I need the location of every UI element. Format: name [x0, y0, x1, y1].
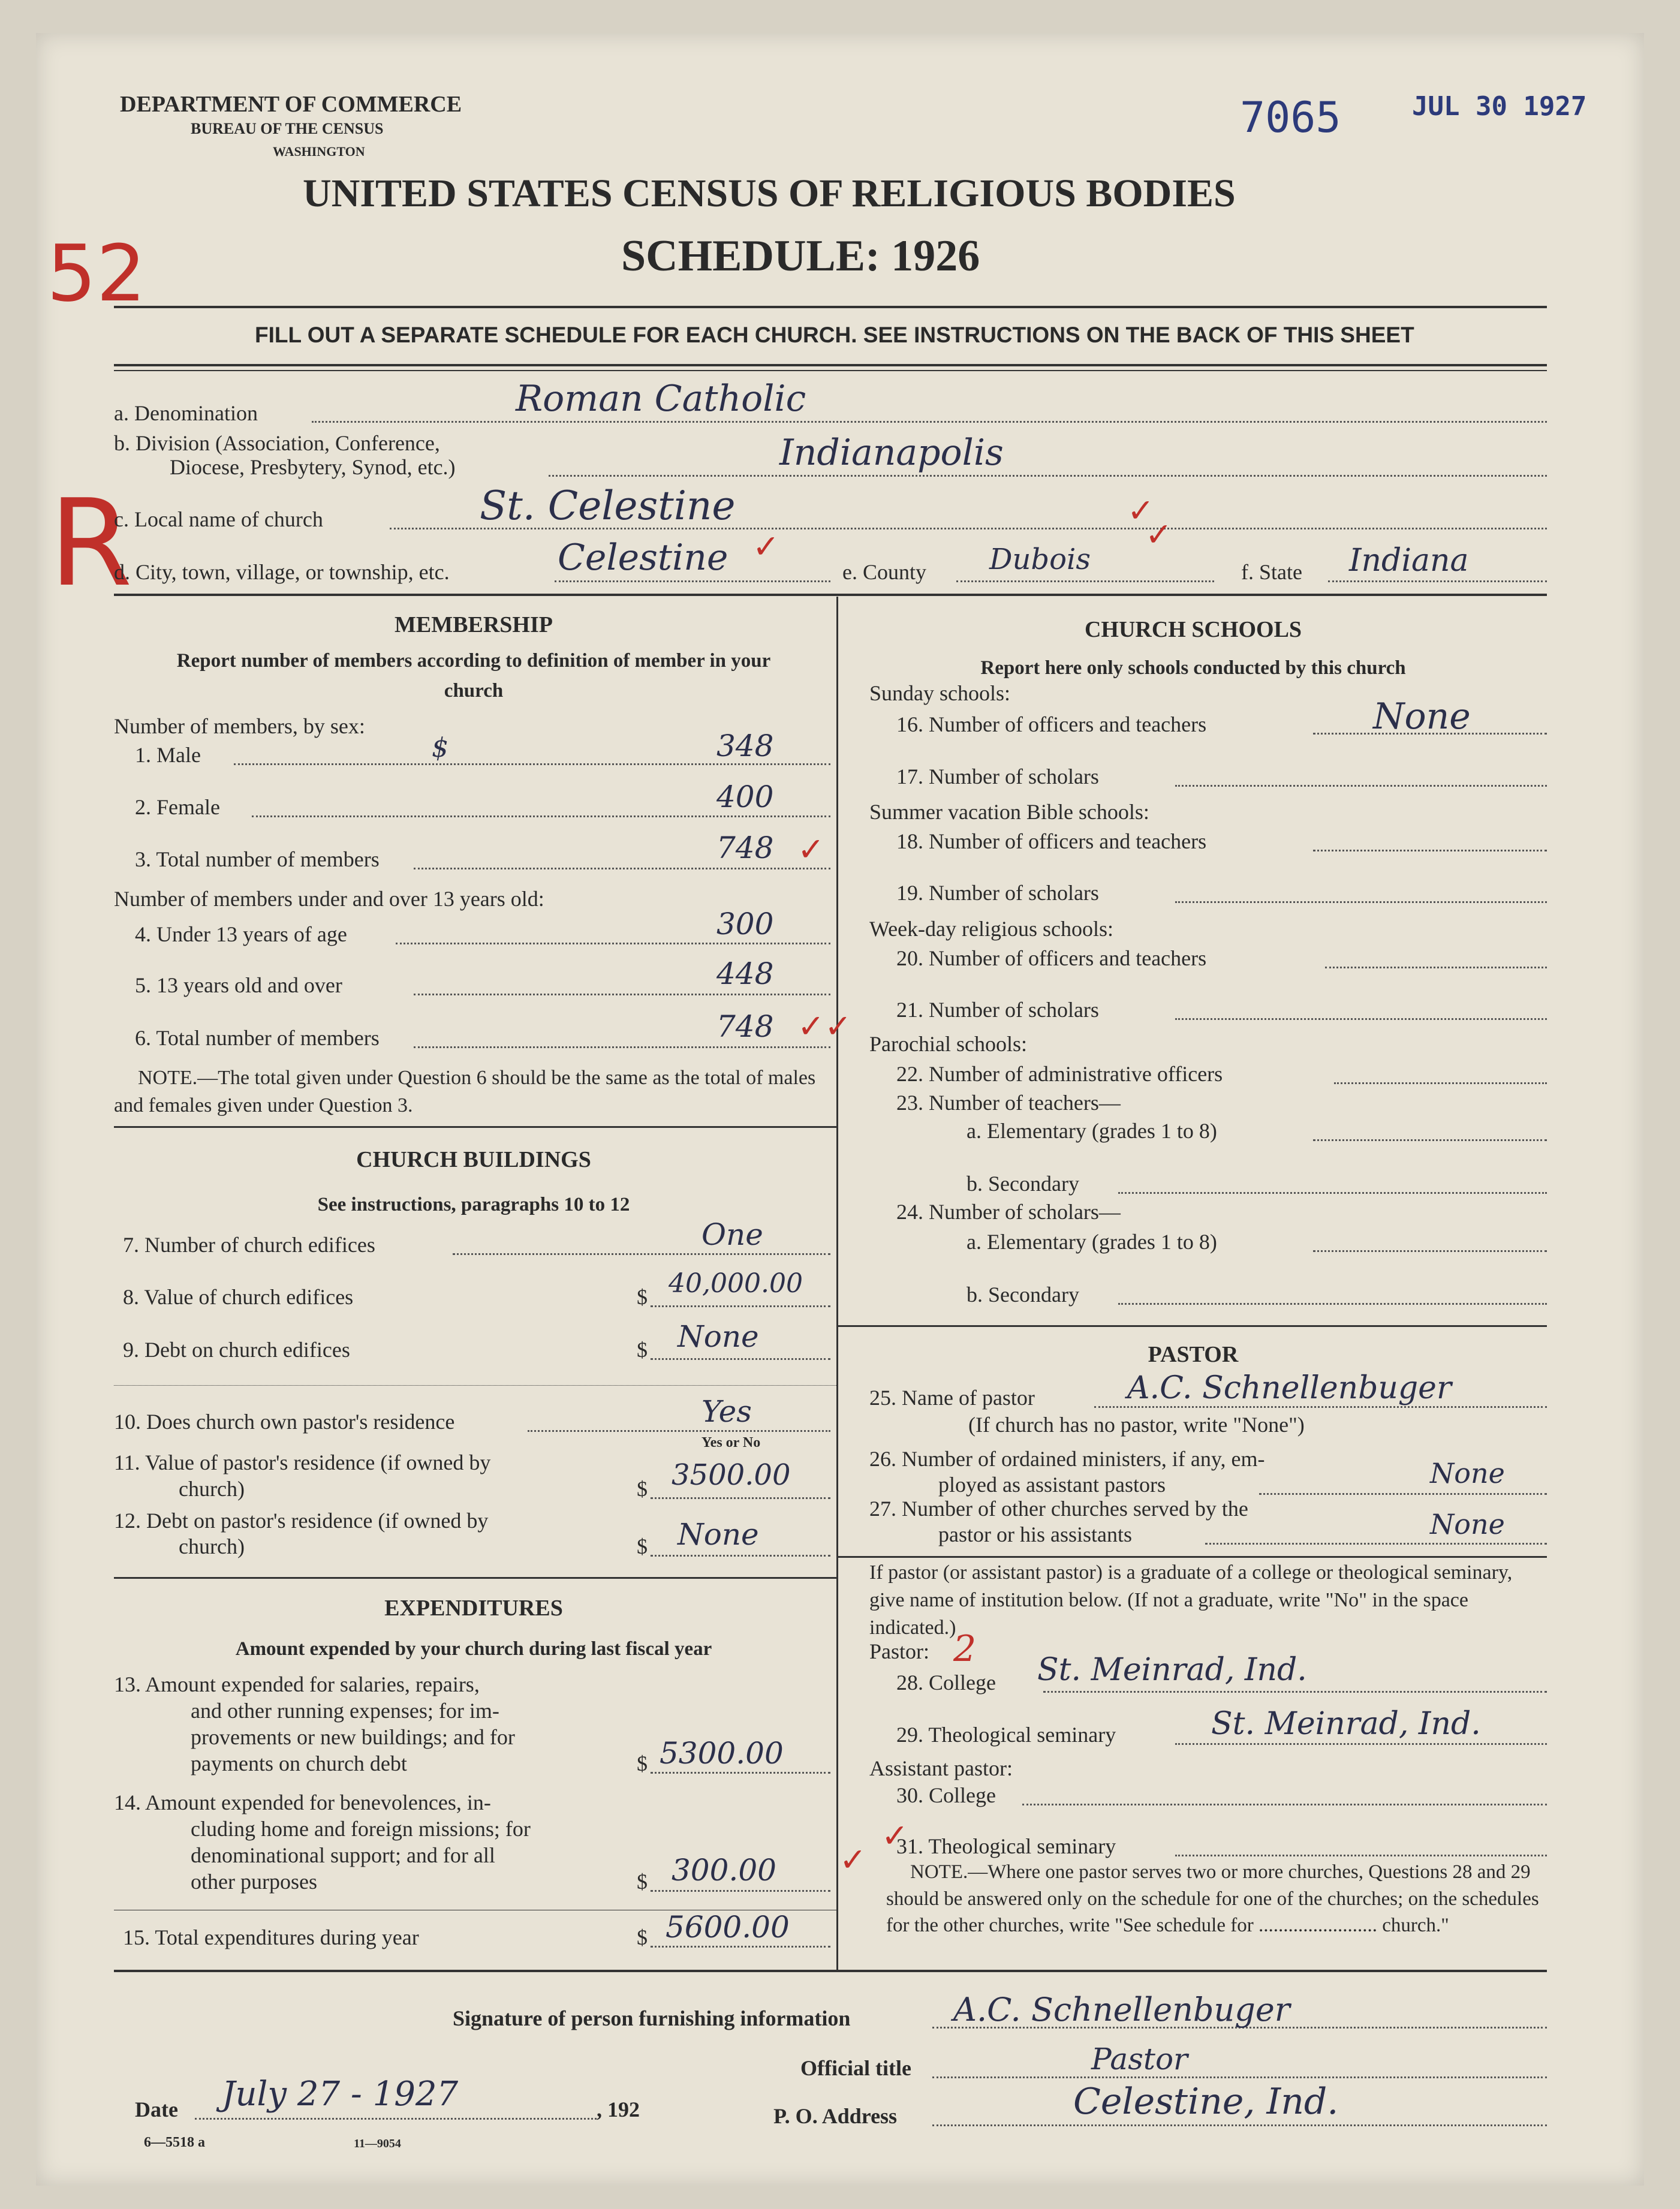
division-value: Indianapolis [779, 432, 1004, 474]
q16-label: 16. Number of officers and teachers [896, 712, 1207, 736]
bureau-label: BUREAU OF THE CENSUS [191, 120, 384, 137]
local-name-value: St. Celestine [480, 483, 736, 529]
sunday-label: Sunday schools: [869, 681, 1011, 705]
q13-label-2: and other running expenses; for im- [191, 1699, 499, 1723]
schools-heading: CHURCH SCHOOLS [1084, 617, 1302, 642]
rule [114, 1385, 836, 1386]
q16-value: None [1373, 696, 1471, 738]
county-label: e. County [842, 560, 926, 584]
q3-value: 748 [716, 830, 774, 865]
q26-label-1: 26. Number of ordained ministers, if any, em- [869, 1447, 1265, 1471]
check-mark: ✓ [1127, 492, 1155, 529]
q14-dollar: $ [637, 1870, 648, 1894]
q29-line [1175, 1743, 1547, 1745]
state-label: f. State [1241, 560, 1302, 584]
q24-label: 24. Number of scholars— [896, 1200, 1121, 1224]
q6-value: 748 [716, 1009, 774, 1044]
graduate-note: If pastor (or assistant pastor) is a graduate of a college or theological seminary, give name of institution below. (If not a graduate, write "No" in the space indicated.) [869, 1561, 1513, 1639]
q3-line [414, 868, 830, 869]
expenditures-subheading: Amount expended by your church during last fiscal year [235, 1638, 712, 1660]
q12-value: None [678, 1517, 759, 1552]
po-address-label: P. O. Address [773, 2104, 898, 2128]
weekday-label: Week-day religious schools: [869, 917, 1114, 941]
q19-line [1175, 901, 1547, 903]
check-mark: ✓ [881, 1817, 909, 1855]
check-mark: ✓ [752, 528, 780, 565]
po-address-line [932, 2124, 1547, 2126]
q15-dollar: $ [637, 1925, 648, 1949]
q18-line [1313, 850, 1547, 851]
q27-line [1205, 1543, 1547, 1545]
q6-line [414, 1046, 830, 1048]
q26-label-2: ployed as assistant pastors [938, 1473, 1166, 1497]
rule [836, 1556, 1547, 1558]
q24b-label: b. Secondary [967, 1283, 1079, 1307]
q1-label: 1. Male [135, 743, 201, 767]
local-name-label: c. Local name of church [114, 507, 323, 531]
margin-number: 52 [47, 228, 146, 319]
form-number: 6—5518 a [144, 2135, 205, 2150]
q25-value: A.C. Schnellenbuger [1127, 1370, 1452, 1406]
buildings-subheading: See instructions, paragraphs 10 to 12 [317, 1194, 630, 1215]
q9-value: None [678, 1319, 759, 1354]
q4-value: 300 [716, 907, 774, 941]
official-title-label: Official title [800, 2056, 911, 2080]
q12-label-1: 12. Debt on pastor's residence (if owned by [114, 1509, 489, 1533]
membership-note: NOTE.—The total given under Question 6 should be the same as the total of males and females given under Question 3. [114, 1067, 816, 1116]
rule [836, 1325, 1547, 1327]
schools-subheading: Report here only schools conducted by this church [980, 657, 1406, 679]
q6-label: 6. Total number of members [135, 1026, 380, 1050]
q11-line [651, 1497, 830, 1499]
q1-value: 348 [716, 729, 774, 763]
q5-value: 448 [716, 956, 774, 991]
signature-label: Signature of person furnishing information [453, 2006, 851, 2030]
q23b-label: b. Secondary [967, 1172, 1079, 1196]
q25-label: 25. Name of pastor [869, 1386, 1035, 1410]
state-line [1328, 580, 1547, 582]
q5-label: 5. 13 years old and over [135, 973, 342, 997]
q22-line [1334, 1082, 1547, 1084]
q23a-label: a. Elementary (grades 1 to 8) [967, 1119, 1217, 1143]
city-value: Celestine [558, 537, 728, 579]
pastor-mark: 2 [953, 1628, 977, 1670]
q17-line [1175, 785, 1547, 787]
city-label: d. City, town, village, or township, etc. [114, 560, 450, 584]
check-mark: ✓ [797, 830, 825, 868]
column-divider [836, 597, 838, 1970]
q28-value: St. Meinrad, Ind. [1037, 1652, 1307, 1688]
denomination-line [312, 421, 1547, 423]
q30-label: 30. College [896, 1783, 996, 1807]
rule [114, 1126, 836, 1128]
signature-value: A.C. Schnellenbuger [953, 1991, 1290, 2029]
po-address-value: Celestine, Ind. [1073, 2081, 1339, 2123]
q15-label: 15. Total expenditures during year [123, 1925, 419, 1949]
q10-value: Yes [701, 1394, 752, 1429]
q13-line [651, 1772, 830, 1774]
q1-line [234, 763, 830, 765]
q10-line [528, 1430, 830, 1432]
q7-line [453, 1253, 830, 1255]
q2-value: 400 [716, 780, 774, 814]
summer-label: Summer vacation Bible schools: [869, 800, 1149, 824]
q11-label-2: church) [179, 1477, 245, 1501]
buildings-heading: CHURCH BUILDINGS [356, 1147, 591, 1172]
q23a-line [1313, 1139, 1547, 1141]
county-value: Dubois [989, 543, 1091, 576]
membership-subheading: Report number of members according to definition of member in your church [176, 650, 771, 702]
q2-line [252, 815, 830, 817]
q28-line [1043, 1691, 1547, 1693]
q29-label: 29. Theological seminary [896, 1723, 1116, 1747]
rule [114, 1577, 836, 1579]
by-age-label: Number of members under and over 13 years old: [114, 887, 544, 911]
q10-label: 10. Does church own pastor's residence [114, 1410, 455, 1434]
q15-value: 5600.00 [666, 1910, 790, 1945]
check-mark: ✓ [1145, 516, 1173, 553]
q14-label-2: cluding home and foreign missions; for [191, 1817, 531, 1841]
q15-line [651, 1946, 830, 1948]
pastor-note: NOTE.—Where one pastor serves two or more churches, Questions 28 and 29 should be answered only on the schedule for one of the churches; on the schedules for the other churches, write "See schedule for ........................ church." [886, 1861, 1539, 1937]
q14-label-3: denominational support; and for all [191, 1843, 495, 1867]
q25-line [1094, 1406, 1547, 1408]
q8-label: 8. Value of church edifices [123, 1285, 354, 1309]
q20-line [1325, 967, 1547, 968]
q24a-line [1313, 1250, 1547, 1252]
rule [114, 364, 1547, 366]
q24a-label: a. Elementary (grades 1 to 8) [967, 1230, 1217, 1254]
instruction-line: FILL OUT A SEPARATE SCHEDULE FOR EACH CHURCH. SEE INSTRUCTIONS ON THE BACK OF THIS SHEET [255, 323, 1414, 347]
denomination-label: a. Denomination [114, 401, 258, 425]
q26-value: None [1430, 1457, 1505, 1489]
q7-label: 7. Number of church edifices [123, 1233, 375, 1257]
by-sex-label: Number of members, by sex: [114, 714, 365, 738]
q4-line [396, 943, 830, 944]
membership-heading: MEMBERSHIP [395, 612, 553, 637]
expenditures-heading: EXPENDITURES [384, 1596, 563, 1621]
q31-line [1175, 1855, 1547, 1856]
q18-label: 18. Number of officers and teachers [896, 829, 1207, 853]
division-line [549, 475, 1547, 477]
stamp-number: 7065 [1240, 93, 1341, 142]
q11-label-1: 11. Value of pastor's residence (if owned by [114, 1450, 491, 1474]
q14-line [651, 1890, 830, 1892]
q17-label: 17. Number of scholars [896, 765, 1099, 789]
rule [114, 1970, 1547, 1972]
date-value: July 27 - 1927 [222, 2075, 459, 2114]
q29-value: St. Meinrad, Ind. [1211, 1706, 1481, 1742]
division-label-2: Diocese, Presbytery, Synod, etc.) [170, 455, 456, 479]
date-line [195, 2118, 597, 2120]
q9-dollar: $ [637, 1338, 648, 1362]
q30-line [1022, 1804, 1547, 1805]
pastor-heading: PASTOR [1148, 1342, 1239, 1367]
margin-letter: R [49, 474, 133, 613]
q9-label: 9. Debt on church edifices [123, 1338, 350, 1362]
q25-note: (If church has no pastor, write "None") [968, 1413, 1305, 1437]
rule [114, 306, 1547, 308]
q12-dollar: $ [637, 1534, 648, 1558]
q14-label-4: other purposes [191, 1870, 317, 1894]
q22-label: 22. Number of administrative officers [896, 1062, 1223, 1086]
stamp-date: JUL 30 1927 [1412, 91, 1587, 122]
check-mark: ✓ [839, 1841, 867, 1879]
q12-label-2: church) [179, 1534, 245, 1558]
q27-label-2: pastor or his assistants [938, 1522, 1132, 1546]
q8-dollar: $ [637, 1285, 648, 1309]
q31-label: 31. Theological seminary [896, 1834, 1116, 1858]
q19-label: 19. Number of scholars [896, 881, 1099, 905]
date-label: Date [135, 2097, 178, 2121]
q23-label: 23. Number of teachers— [896, 1091, 1121, 1115]
official-title-value: Pastor [1091, 2042, 1188, 2076]
rule [114, 594, 1547, 596]
q21-label: 21. Number of scholars [896, 998, 1099, 1022]
state-value: Indiana [1349, 543, 1469, 579]
q27-label-1: 27. Number of other churches served by the [869, 1497, 1248, 1521]
official-title-line [932, 2076, 1547, 2078]
county-line [956, 580, 1214, 582]
q13-label-4: payments on church debt [191, 1751, 407, 1775]
q23b-line [1118, 1192, 1547, 1194]
q13-label-1: 13. Amount expended for salaries, repairs, [114, 1672, 480, 1696]
yes-no-caption: Yes or No [701, 1435, 761, 1450]
form-subtitle: SCHEDULE: 1926 [621, 231, 980, 281]
q5-line [414, 994, 830, 995]
q20-label: 20. Number of officers and teachers [896, 946, 1207, 970]
q11-value: 3500.00 [672, 1458, 791, 1492]
city-line [555, 580, 830, 582]
q12-line [651, 1555, 830, 1557]
q11-dollar: $ [637, 1477, 648, 1501]
q26-line [1259, 1493, 1547, 1495]
check-mark: ✓✓ [797, 1007, 852, 1045]
print-number: 11—9054 [354, 2137, 401, 2150]
q24b-line [1118, 1303, 1547, 1305]
rule [114, 370, 1547, 371]
q13-label-3: provements or new buildings; and for [191, 1725, 515, 1749]
q3-label: 3. Total number of members [135, 847, 380, 871]
dept-label: DEPARTMENT OF COMMERCE [120, 92, 462, 117]
q9-line [651, 1358, 830, 1360]
denomination-value: Roman Catholic [516, 378, 806, 420]
form-title: UNITED STATES CENSUS OF RELIGIOUS BODIES [303, 171, 1236, 215]
q4-label: 4. Under 13 years of age [135, 922, 347, 946]
q28-label: 28. College [896, 1671, 996, 1695]
q1-extra: $ [432, 733, 448, 763]
q27-value: None [1430, 1508, 1505, 1540]
q13-value: 5300.00 [660, 1736, 784, 1771]
q8-line [651, 1305, 830, 1307]
q8-value: 40,000.00 [669, 1268, 803, 1299]
q14-label-1: 14. Amount expended for benevolences, in- [114, 1790, 491, 1814]
q21-line [1175, 1018, 1547, 1020]
pastor-subhead: Pastor: [869, 1639, 930, 1663]
date-suffix: , 192 [597, 2097, 640, 2121]
q2-label: 2. Female [135, 795, 220, 819]
parochial-label: Parochial schools: [869, 1032, 1027, 1056]
q14-value: 300.00 [672, 1853, 776, 1888]
q7-value: One [701, 1217, 763, 1252]
q13-dollar: $ [637, 1751, 648, 1775]
assistant-subhead: Assistant pastor: [869, 1756, 1013, 1780]
city-label: WASHINGTON [273, 144, 365, 159]
division-label-1: b. Division (Association, Conference, [114, 431, 440, 455]
